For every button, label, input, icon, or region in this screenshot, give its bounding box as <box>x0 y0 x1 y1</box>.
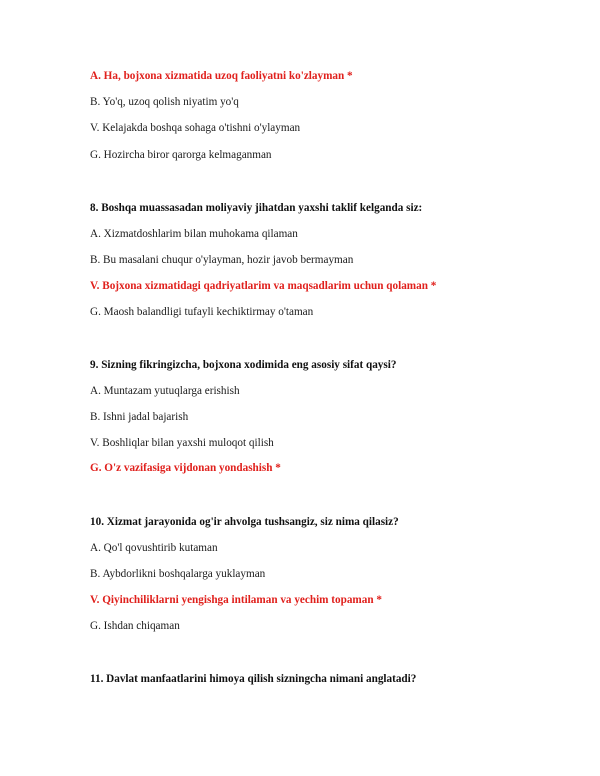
q8-option-a: A. Xizmatdoshlarim bilan muhokama qilaman <box>90 228 298 240</box>
q7-option-a-correct: A. Ha, bojxona xizmatida uzoq faoliyatni ko'zlayman * <box>90 70 353 82</box>
q7-option-v: V. Kelajakda boshqa sohaga o'tishni o'ylayman <box>90 122 301 134</box>
q9-option-a: A. Muntazam yutuqlarga erishish <box>90 385 240 397</box>
q8-option-b: B. Bu masalani chuqur o'ylayman, hozir javob bermayman <box>90 254 354 266</box>
q10-question: 10. Xizmat jarayonida og'ir ahvolga tushsangiz, siz nima qilasiz? <box>90 516 399 528</box>
q10-option-b: B. Aybdorlikni boshqalarga yuklayman <box>90 568 266 580</box>
q11-question: 11. Davlat manfaatlarini himoya qilish sizningcha nimani anglatadi? <box>90 673 417 685</box>
q10-option-v-correct: V. Qiyinchiliklarni yengishga intilaman va yechim topaman * <box>90 594 382 606</box>
q10-option-g: G. Ishdan chiqaman <box>90 620 180 632</box>
q9-question: 9. Sizning fikringizcha, bojxona xodimida eng asosiy sifat qaysi? <box>90 359 397 371</box>
q10-option-a: A. Qo'l qovushtirib kutaman <box>90 542 218 554</box>
q9-option-v: V. Boshliqlar bilan yaxshi muloqot qilish <box>90 437 274 449</box>
q7-option-g: G. Hozircha biror qarorga kelmaganman <box>90 149 272 161</box>
q8-question: 8. Boshqa muassasadan moliyaviy jihatdan yaxshi taklif kelganda siz: <box>90 202 423 214</box>
q8-option-v-correct: V. Bojxona xizmatidagi qadriyatlarim va maqsadlarim uchun qolaman * <box>90 280 437 292</box>
q8-option-g: G. Maosh balandligi tufayli kechiktirmay o'taman <box>90 306 314 318</box>
q7-option-b: B. Yo'q, uzoq qolish niyatim yo'q <box>90 96 239 108</box>
q9-option-b: B. Ishni jadal bajarish <box>90 411 189 423</box>
q9-option-g-correct: G. O'z vazifasiga vijdonan yondashish * <box>90 462 281 474</box>
